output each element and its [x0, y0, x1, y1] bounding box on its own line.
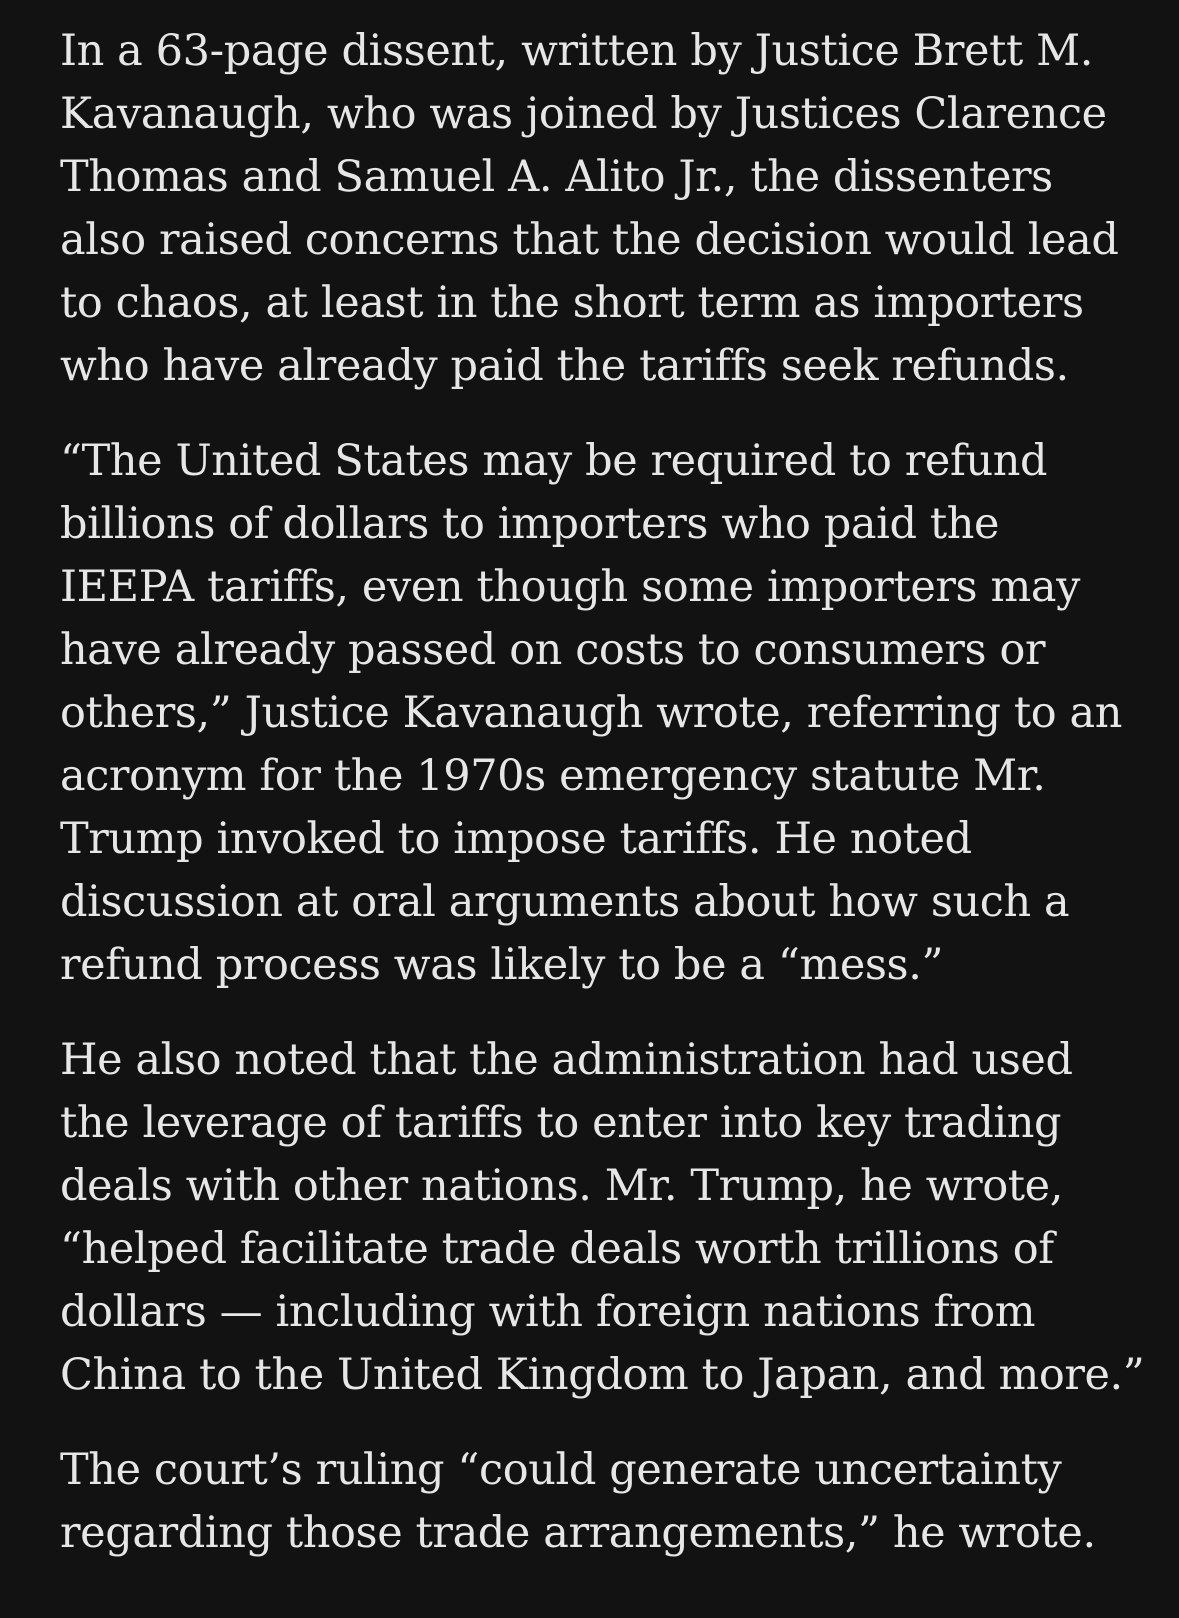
paragraph-uncertainty: [60, 1439, 1150, 1565]
text-line: deals with other nations. Mr. Trump, he wrote,: [60, 1161, 1063, 1211]
text-line: discussion at oral arguments about how such a: [60, 877, 1070, 927]
text-line: refund process was likely to be a “mess.”: [60, 940, 944, 990]
text-line: the leverage of tariffs to enter into key trading: [60, 1098, 1062, 1148]
text-line: “The United States may be required to refund: [60, 436, 1048, 486]
text-line: Trump invoked to impose tariffs. He noted: [60, 814, 972, 864]
text-line: China to the United Kingdom to Japan, and more.”: [60, 1350, 1145, 1400]
text-line: “helped facilitate trade deals worth trillions of: [60, 1224, 1054, 1274]
text-line: The court’s ruling “could generate uncertainty: [60, 1445, 1062, 1495]
text-line: billions of dollars to importers who paid the: [60, 499, 1000, 549]
text-line: In a 63-page dissent, written by Justice Brett M.: [60, 26, 1093, 76]
text-line: others,” Justice Kavanaugh wrote, referring to an: [60, 688, 1123, 738]
article-body: [60, 20, 1150, 1597]
text-line: have already passed on costs to consumers or: [60, 625, 1046, 675]
text-line: dollars — including with foreign nations from: [60, 1287, 1036, 1337]
text-line: IEEPA tariffs, even though some importers may: [60, 562, 1080, 612]
text-line: acronym for the 1970s emergency statute Mr.: [60, 751, 1046, 801]
text-line: to chaos, at least in the short term as importers: [60, 278, 1084, 328]
text-line: Thomas and Samuel A. Alito Jr., the dissenters: [60, 152, 1053, 202]
text-line: also raised concerns that the decision would lead: [60, 215, 1119, 265]
paragraph-trade-deals: [60, 1029, 1150, 1407]
text-line: regarding those trade arrangements,” he wrote.: [60, 1508, 1096, 1558]
text-line: Kavanaugh, who was joined by Justices Clarence: [60, 89, 1107, 139]
paragraph-dissent: [60, 20, 1150, 398]
text-line: who have already paid the tariffs seek refunds.: [60, 341, 1069, 391]
paragraph-refund-quote: [60, 430, 1150, 997]
text-line: He also noted that the administration had used: [60, 1035, 1073, 1085]
